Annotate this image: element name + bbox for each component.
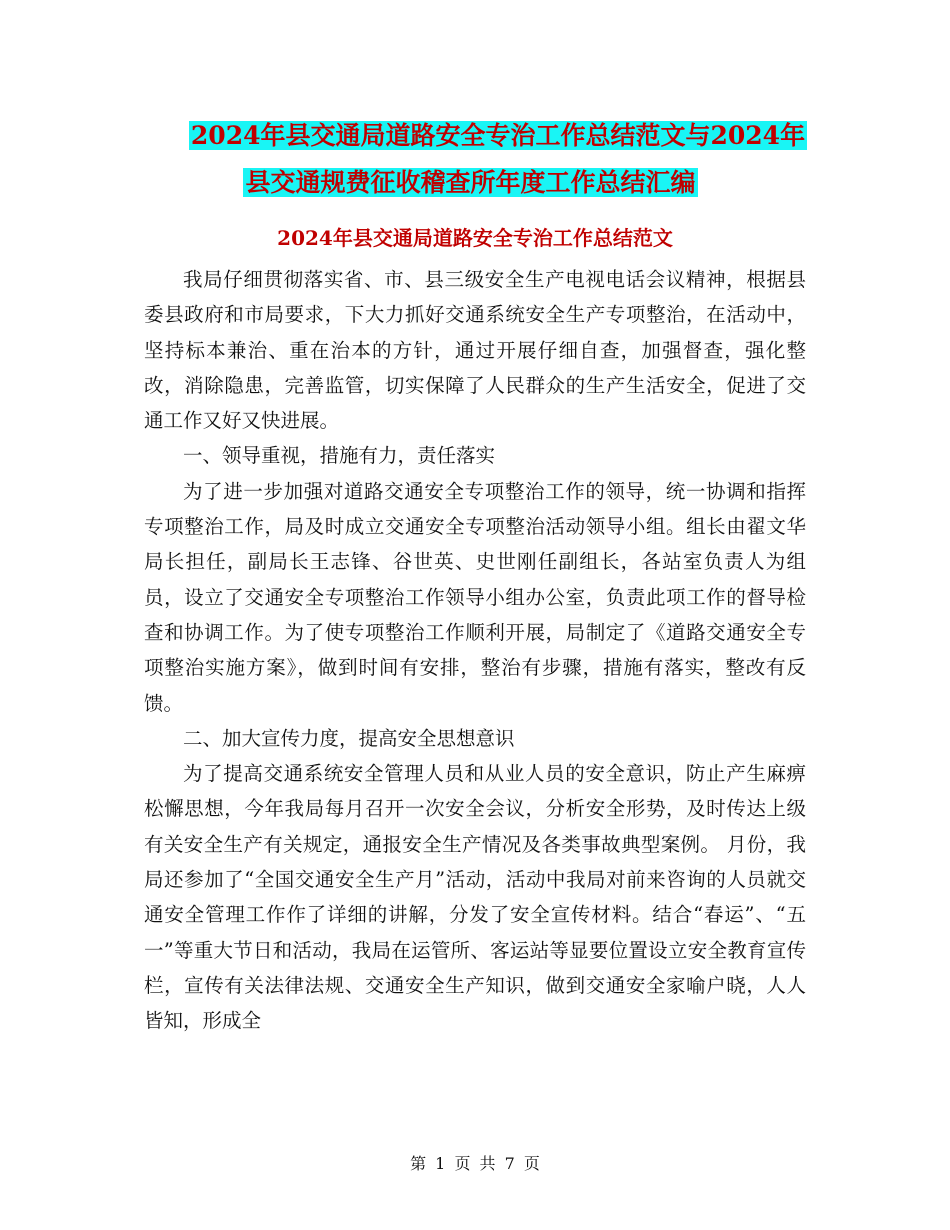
section-title: 2024年县交通局道路安全专治工作总结范文	[277, 226, 673, 250]
document-title-line-2	[0, 159, 950, 206]
section-heading-1: 一、领导重视，措施有力，责任落实	[183, 444, 496, 468]
page-number-footer: 第 1 页 共 7 页	[410, 1154, 540, 1173]
document-title	[0, 112, 950, 206]
paragraph-leadership: 为了进一步加强对道路交通安全专项整治工作的领导，统一协调和指挥专项整治工作，局及时成立交通安全专项整治活动领导小组。组长由翟文华局长担任，副局长王志锋、谷世英、史世刚任副组长，各站室负责人为组员，设立了交通安全专项整治工作领导小组办公室，负责此项工作的督导检查和协调工作。为了使专项整治工作顺利开展，局制定了《道路交通安全专项整治实施方案》，做到时间有安排，整治有步骤，措施有落实，整改有反馈。	[144, 479, 806, 715]
section-heading-2: 二、加大宣传力度，提高安全思想意识	[183, 726, 515, 750]
title-highlight: 县交通规费征收稽查所年度工作总结汇编	[245, 168, 696, 197]
document-body	[144, 262, 806, 1039]
paragraph-intro: 我局仔细贯彻落实省、市、县三级安全生产电视电话会议精神，根据县委县政府和市局要求，下大力抓好交通系统安全生产专项整治，在活动中，坚持标本兼治、重在治本的方针，通过开展仔细自查，加强督查，强化整改，消除隐患，完善监管，切实保障了人民群众的生产生活安全，促进了交通工作又好又快进展。	[144, 268, 806, 433]
paragraph-publicity: 为了提高交通系统安全管理人员和从业人员的安全意识，防止产生麻痹松懈思想，今年我局每月召开一次安全会议，分析安全形势，及时传达上级有关安全生产有关规定，通报安全生产情况及各类事故典型案例。 月份，我局还参加了“全国交通安全生产月”活动，活动中我局对前来咨询的人员就交通安全管理工作作了详细的讲解，分发了安全宣传材料。结合“春运”、“五一”等重大节日和活动，我局在运管所、客运站等显要位置设立安全教育宣传栏，宣传有关法律法规、交通安全生产知识，做到交通安全家喻户晓，人人皆知，形成全	[144, 762, 806, 1033]
document-title-line-1	[0, 112, 950, 159]
title-highlight: 2024年县交通局道路安全专治工作总结范文与2024年	[190, 121, 806, 150]
